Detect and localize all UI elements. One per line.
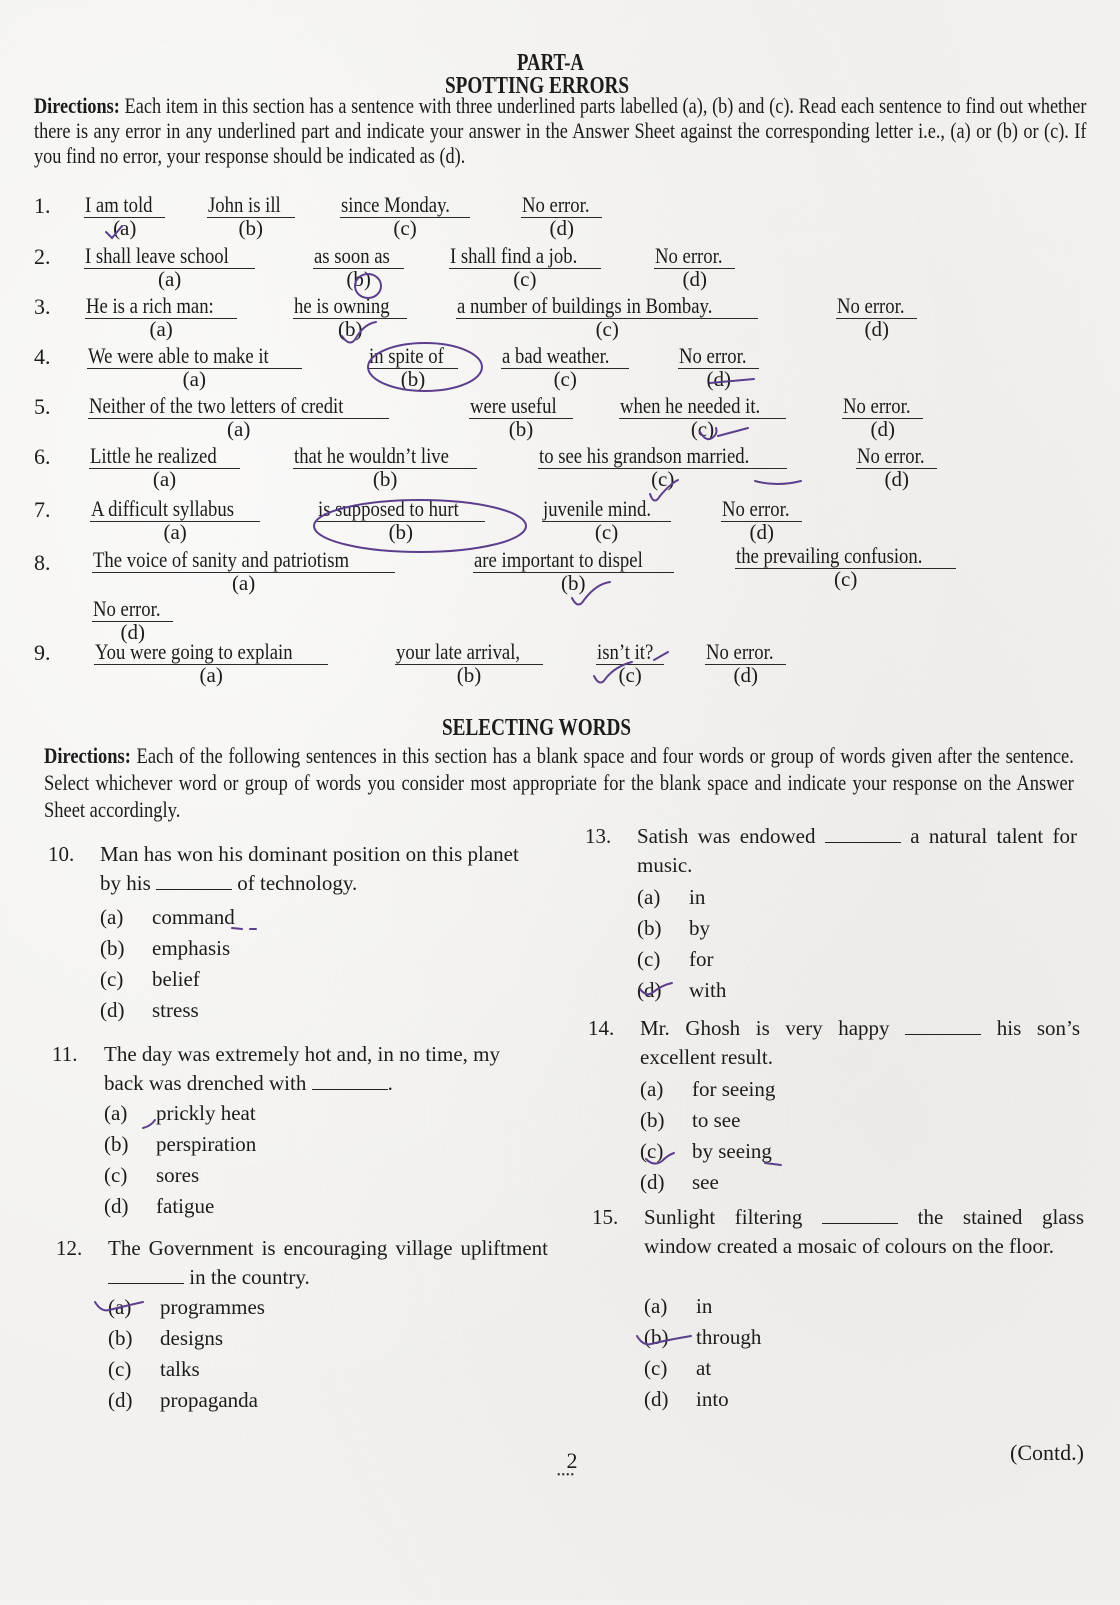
stem-text: .	[387, 1071, 393, 1095]
question-4	[34, 344, 1094, 392]
option-d[interactable]	[637, 975, 726, 1006]
option-c[interactable]	[637, 944, 726, 975]
question-number: 14.	[588, 1016, 615, 1040]
directions-spotting-errors	[34, 93, 1086, 168]
part-text: Neither of the two letters of credit	[89, 393, 344, 418]
part-text: I am told	[85, 192, 153, 217]
option-label: (d)	[644, 1387, 669, 1411]
option-label: (a)	[644, 1294, 668, 1318]
part-text: isn’t it?	[597, 639, 654, 664]
option-text: with	[689, 978, 727, 1002]
part-label: (c)	[595, 317, 619, 341]
part-label: (d)	[549, 216, 574, 240]
option-text: sores	[156, 1163, 200, 1187]
part-c[interactable]	[501, 344, 629, 389]
options-list	[644, 1291, 761, 1415]
option-text: for seeing	[692, 1077, 776, 1101]
part-c[interactable]	[449, 244, 601, 289]
part-text: juvenile mind.	[543, 496, 652, 521]
part-b[interactable]	[469, 394, 573, 439]
option-c[interactable]	[100, 964, 235, 995]
stem-text: his son’s excellent result.	[640, 1016, 1081, 1069]
part-text: he is owning	[294, 293, 390, 318]
stem-text: The day was extremely hot and, in no time, my back was drenched with	[104, 1042, 500, 1095]
part-text: in spite of	[369, 343, 444, 368]
answer-blank	[825, 825, 901, 843]
part-b[interactable]	[317, 497, 485, 542]
option-label: (c)	[640, 1139, 664, 1163]
option-text: through	[696, 1325, 762, 1349]
option-text: prickly heat	[156, 1101, 256, 1125]
part-a[interactable]	[94, 640, 328, 685]
option-text: emphasis	[152, 936, 231, 960]
option-text: fatigue	[156, 1194, 215, 1218]
part-d[interactable]	[842, 394, 923, 439]
option-label: (a)	[108, 1295, 132, 1319]
answer-blank	[108, 1266, 184, 1284]
part-text: that he wouldn’t live	[294, 443, 449, 468]
part-b[interactable]	[313, 244, 404, 289]
option-label: (a)	[640, 1077, 664, 1101]
option-b[interactable]	[640, 1105, 775, 1136]
part-a[interactable]	[89, 444, 240, 489]
part-label: (c)	[594, 520, 619, 544]
part-label: (d)	[864, 317, 889, 341]
option-label: (b)	[637, 916, 662, 940]
directions-text: Each item in this section has a sentence with three underlined parts labelled (a), (b) and (c). Read each sentence to find out whether there is any error in any underlined part and indicate your answer in the Answer Sheet against the corresponding letter i.e., (a) or (b) or (c). If you find no error, your response should be indicated as (d).	[34, 93, 1087, 168]
part-text: to see his grandson married.	[539, 443, 750, 468]
option-label: (d)	[640, 1170, 665, 1194]
directions-selecting-words	[44, 742, 1074, 823]
part-label: (c)	[553, 367, 577, 391]
part-title-text: PART-A	[517, 50, 585, 76]
part-text: No error.	[857, 443, 925, 468]
stem-text: Satish was endowed	[637, 824, 816, 848]
option-label: (d)	[100, 998, 125, 1022]
option-label: (c)	[104, 1163, 128, 1187]
part-text: your late arrival,	[396, 639, 521, 664]
option-b[interactable]	[644, 1322, 761, 1353]
part-d[interactable]	[721, 497, 802, 542]
question-stem	[100, 840, 540, 898]
part-b[interactable]	[395, 640, 543, 685]
option-label: (c)	[100, 967, 124, 991]
options-list	[640, 1074, 775, 1198]
question-stem	[637, 822, 1077, 880]
question-5	[34, 394, 1094, 442]
part-c[interactable]	[596, 640, 664, 685]
part-text: He is a rich man:	[86, 293, 214, 318]
part-label: (a)	[182, 367, 206, 391]
part-text: No error.	[722, 496, 790, 521]
part-label: (d)	[870, 417, 895, 441]
part-text: a bad weather.	[502, 343, 610, 368]
part-text: Little he realized	[90, 443, 217, 468]
part-label: (c)	[618, 663, 642, 687]
option-label: (b)	[108, 1326, 133, 1350]
question-8	[34, 544, 1094, 644]
part-a[interactable]	[84, 244, 255, 289]
option-text: at	[696, 1356, 712, 1380]
part-a[interactable]	[92, 548, 395, 593]
option-label: (b)	[104, 1132, 129, 1156]
part-label: (b)	[388, 520, 414, 544]
option-label: (c)	[108, 1357, 132, 1381]
directions-text: Each of the following sentences in this section has a blank space and four words or group of words given after the sentence. Select whichever word or group of words you consider most appropriate for the blank space and indicate your response on the Answer Sheet accordingly.	[44, 743, 1074, 822]
option-label: (b)	[644, 1325, 669, 1349]
part-b[interactable]	[368, 344, 458, 389]
option-b[interactable]	[104, 1129, 256, 1160]
part-c[interactable]	[456, 294, 758, 339]
option-label: (a)	[100, 905, 124, 929]
part-text: were useful	[470, 393, 557, 418]
continued-label: (Contd.)	[1010, 1440, 1084, 1465]
part-d[interactable]	[836, 294, 917, 339]
stem-text: a natural talent for music.	[637, 824, 1078, 877]
option-text: to see	[692, 1108, 741, 1132]
option-text: stress	[152, 998, 199, 1022]
part-b[interactable]	[473, 548, 674, 593]
part-text: when he needed it.	[620, 393, 761, 418]
question-number: 6.	[34, 444, 51, 469]
part-label: (a)	[152, 467, 177, 491]
question-stem	[108, 1234, 548, 1292]
page-number: 2	[566, 1448, 578, 1473]
stem-text: in the country.	[189, 1265, 310, 1289]
part-text: No error.	[837, 293, 905, 318]
part-label: (c)	[393, 216, 417, 240]
option-a[interactable]	[640, 1074, 775, 1105]
option-text: in	[696, 1294, 713, 1318]
stem-text: Mr. Ghosh is very happy	[640, 1016, 890, 1040]
option-text: belief	[152, 967, 200, 991]
part-text: a number of buildings in Bombay.	[457, 293, 713, 318]
section-title-selecting-words	[0, 715, 1120, 742]
part-b[interactable]	[207, 193, 295, 238]
option-label: (d)	[637, 978, 662, 1002]
part-label: (c)	[834, 567, 858, 591]
part-text: since Monday.	[341, 192, 450, 217]
option-text: for	[689, 947, 714, 971]
option-c[interactable]	[640, 1136, 775, 1167]
answer-blank	[905, 1017, 981, 1035]
stem-text: the stained glass window created a mosaic of colours on the floor.	[644, 1205, 1085, 1258]
part-label: (d)	[733, 663, 758, 687]
stem-text: Man has won his dominant position on this planet by his	[100, 842, 519, 895]
part-label: (a)	[227, 417, 251, 441]
option-label: (b)	[640, 1108, 665, 1132]
question-2	[34, 244, 1094, 292]
part-c[interactable]	[542, 497, 671, 542]
part-label: (b)	[346, 267, 371, 291]
part-text: No error.	[679, 343, 747, 368]
option-text: see	[692, 1170, 719, 1194]
question-9	[34, 640, 1094, 688]
question-stem	[644, 1203, 1084, 1261]
answer-blank	[822, 1206, 898, 1224]
part-d[interactable]	[521, 193, 602, 238]
part-label: (a)	[113, 216, 137, 240]
question-number: 11.	[52, 1042, 78, 1066]
part-a[interactable]	[87, 344, 302, 389]
part-text: is supposed to hurt	[318, 496, 459, 521]
part-c[interactable]	[538, 444, 787, 489]
part-a[interactable]	[84, 193, 165, 238]
question-number: 13.	[585, 824, 612, 848]
question-number: 3.	[34, 294, 51, 319]
question-number: 7.	[34, 497, 51, 522]
option-text: talks	[160, 1357, 200, 1381]
option-text: command	[152, 905, 235, 929]
part-text: as soon as	[314, 243, 390, 268]
option-b[interactable]	[100, 933, 235, 964]
part-text: We were able to make it	[88, 343, 269, 368]
section-title-text: SPOTTING ERRORS	[444, 73, 630, 99]
part-label: (d)	[749, 520, 774, 544]
option-text: into	[696, 1387, 729, 1411]
option-text: perspiration	[156, 1132, 257, 1156]
option-a[interactable]	[100, 902, 235, 933]
part-text: A difficult syllabus	[91, 496, 235, 521]
part-d[interactable]	[654, 244, 735, 289]
part-d[interactable]	[705, 640, 786, 685]
option-label: (d)	[108, 1388, 133, 1412]
option-a[interactable]	[644, 1291, 761, 1322]
option-label: (c)	[644, 1356, 668, 1380]
question-number: 15.	[592, 1205, 619, 1229]
question-number: 5.	[34, 394, 51, 419]
option-c[interactable]	[644, 1353, 761, 1384]
answer-blank	[156, 872, 232, 890]
directions-label: Directions:	[34, 93, 120, 118]
part-text: are important to dispel	[474, 547, 643, 572]
part-a[interactable]	[88, 394, 389, 439]
part-label: (d)	[884, 467, 909, 491]
part-label: (b)	[456, 663, 482, 687]
part-label: (a)	[231, 571, 256, 595]
option-d[interactable]	[104, 1191, 256, 1222]
part-label: (b)	[238, 216, 264, 240]
part-label: (b)	[508, 417, 534, 441]
part-text: You were going to explain	[95, 639, 293, 664]
part-text: No error.	[93, 596, 161, 621]
option-d[interactable]	[108, 1385, 265, 1416]
option-text: by seeing	[692, 1139, 772, 1163]
part-d[interactable]	[856, 444, 937, 489]
part-text: John is ill	[208, 192, 281, 217]
part-c[interactable]	[735, 544, 956, 589]
part-text: No error.	[522, 192, 590, 217]
part-label: (d)	[120, 620, 145, 644]
part-label: (c)	[651, 467, 675, 491]
option-text: propaganda	[160, 1388, 258, 1412]
option-label: (c)	[637, 947, 661, 971]
question-number: 1.	[34, 193, 51, 218]
question-number: 12.	[56, 1236, 83, 1260]
option-label: (a)	[637, 885, 661, 909]
question-number: 2.	[34, 244, 51, 269]
question-number: 8.	[34, 550, 51, 575]
part-text: I shall leave school	[85, 243, 229, 268]
part-label: (a)	[163, 520, 187, 544]
part-text: No error.	[706, 639, 774, 664]
question-3	[34, 294, 1094, 342]
part-a[interactable]	[90, 497, 260, 542]
part-label: (a)	[149, 317, 173, 341]
option-b[interactable]	[637, 913, 726, 944]
part-d[interactable]	[92, 597, 173, 642]
option-d[interactable]	[644, 1384, 761, 1415]
part-c[interactable]	[340, 193, 470, 238]
question-number: 10.	[48, 842, 75, 866]
part-d[interactable]	[678, 344, 759, 389]
question-stem	[104, 1040, 544, 1098]
question-1	[34, 193, 1094, 241]
part-text: the prevailing confusion.	[736, 543, 923, 568]
part-label: (b)	[561, 571, 586, 595]
part-b[interactable]	[293, 294, 407, 339]
stem-text: of technology.	[237, 871, 358, 895]
part-label: (a)	[199, 663, 223, 687]
options-list	[108, 1292, 265, 1416]
part-label: (a)	[157, 267, 182, 291]
option-a[interactable]	[104, 1098, 256, 1129]
part-label: (c)	[690, 417, 715, 441]
option-c[interactable]	[104, 1160, 256, 1191]
part-text: No error.	[655, 243, 723, 268]
option-label: (d)	[104, 1194, 129, 1218]
question-6	[34, 444, 1094, 492]
question-number: 9.	[34, 640, 51, 665]
option-d[interactable]	[100, 995, 235, 1026]
option-text: in	[689, 885, 706, 909]
part-label: (b)	[337, 317, 363, 341]
part-text: The voice of sanity and patriotism	[93, 547, 350, 572]
option-text: programmes	[160, 1295, 265, 1319]
stem-text: The Government is encouraging village upliftment	[108, 1236, 548, 1260]
options-list	[104, 1098, 256, 1222]
answer-blank	[312, 1072, 388, 1090]
question-7	[34, 497, 1094, 545]
option-a[interactable]	[108, 1292, 265, 1323]
options-list	[100, 902, 235, 1026]
directions-label: Directions:	[44, 743, 131, 768]
option-c[interactable]	[108, 1354, 265, 1385]
section-title-text: SELECTING WORDS	[441, 715, 631, 741]
part-a[interactable]	[85, 294, 237, 339]
page-number-dots: ••••	[557, 1470, 576, 1481]
part-b[interactable]	[293, 444, 477, 489]
option-text: designs	[160, 1326, 223, 1350]
option-b[interactable]	[108, 1323, 265, 1354]
part-label: (b)	[400, 367, 426, 391]
part-label: (b)	[372, 467, 398, 491]
options-list	[637, 882, 726, 1006]
part-c[interactable]	[619, 394, 786, 439]
option-a[interactable]	[637, 882, 726, 913]
question-stem	[640, 1014, 1080, 1072]
part-label: (d)	[682, 267, 707, 291]
part-label: (d)	[706, 367, 731, 391]
question-number: 4.	[34, 344, 51, 369]
option-d[interactable]	[640, 1167, 775, 1198]
option-text: by	[689, 916, 710, 940]
part-label: (c)	[513, 267, 537, 291]
part-text: No error.	[843, 393, 911, 418]
option-label: (a)	[104, 1101, 128, 1125]
option-label: (b)	[100, 936, 125, 960]
part-text: I shall find a job.	[450, 243, 578, 268]
stem-text: Sunlight filtering	[644, 1205, 803, 1229]
underline-mark-icon	[232, 928, 256, 929]
